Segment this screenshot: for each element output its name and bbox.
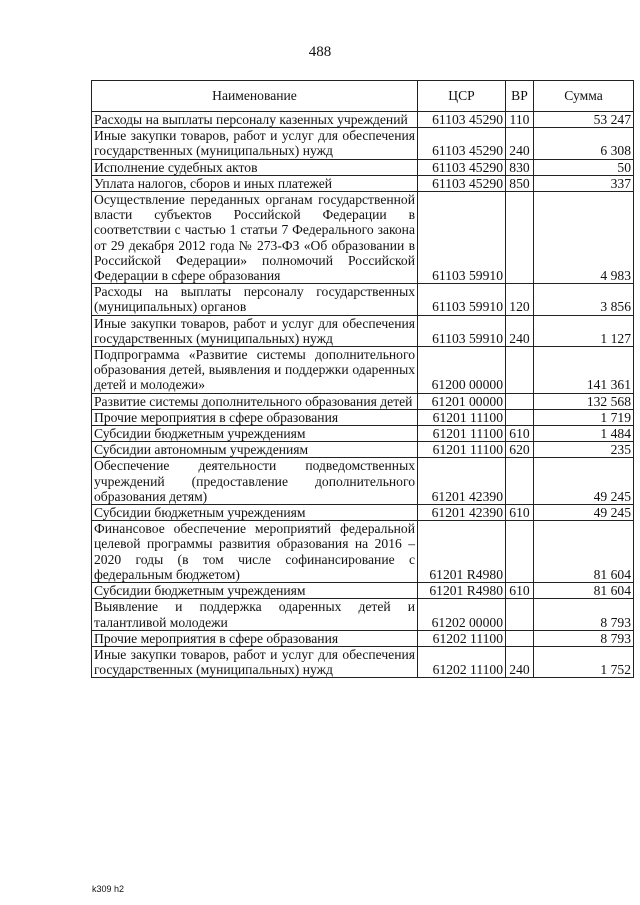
cell-csr: 61200 00000 [418, 347, 506, 394]
cell-name: Расходы на выплаты персоналу государственных (муниципальных) органов [92, 284, 418, 315]
cell-csr: 61201 42390 [418, 505, 506, 521]
table-row [92, 315, 634, 346]
table-row [92, 426, 634, 442]
cell-vr [506, 192, 534, 284]
cell-sum: 81 604 [534, 583, 634, 599]
table-row [92, 112, 634, 128]
cell-csr: 61103 45290 [418, 128, 506, 159]
cell-vr [506, 458, 534, 505]
cell-vr: 240 [506, 646, 534, 677]
table-row [92, 393, 634, 409]
table-row [92, 347, 634, 394]
cell-vr: 610 [506, 426, 534, 442]
cell-sum: 81 604 [534, 521, 634, 583]
cell-vr [506, 521, 534, 583]
cell-csr: 61103 59910 [418, 284, 506, 315]
cell-vr: 830 [506, 159, 534, 175]
cell-vr [506, 347, 534, 394]
cell-csr: 61103 45290 [418, 112, 506, 128]
table-row [92, 583, 634, 599]
table-row [92, 159, 634, 175]
budget-table [91, 80, 634, 678]
cell-name: Прочие мероприятия в сфере образования [92, 630, 418, 646]
cell-name: Финансовое обеспечение мероприятий федеральной целевой программы развития образования на 2016 – 2020 годы (в том числе софинансирование с федеральным бюджетом) [92, 521, 418, 583]
cell-csr: 61103 59910 [418, 192, 506, 284]
cell-sum: 8 793 [534, 599, 634, 630]
cell-vr [506, 393, 534, 409]
footer-code: k309 h2 [92, 884, 125, 894]
table-row [92, 175, 634, 191]
cell-name: Субсидии автономным учреждениям [92, 442, 418, 458]
cell-sum: 235 [534, 442, 634, 458]
cell-sum: 1 484 [534, 426, 634, 442]
cell-csr: 61201 42390 [418, 458, 506, 505]
cell-sum: 1 127 [534, 315, 634, 346]
cell-name: Развитие системы дополнительного образования детей [92, 393, 418, 409]
table-row [92, 409, 634, 425]
cell-sum: 4 983 [534, 192, 634, 284]
cell-name: Иные закупки товаров, работ и услуг для обеспечения государственных (муниципальных) нужд [92, 128, 418, 159]
table-row [92, 192, 634, 284]
table-row [92, 442, 634, 458]
table-row [92, 458, 634, 505]
cell-csr: 61201 R4980 [418, 521, 506, 583]
cell-csr: 61201 11100 [418, 426, 506, 442]
cell-vr: 120 [506, 284, 534, 315]
table-row [92, 599, 634, 630]
cell-name: Уплата налогов, сборов и иных платежей [92, 175, 418, 191]
table-row [92, 630, 634, 646]
cell-sum: 141 361 [534, 347, 634, 394]
cell-vr: 240 [506, 315, 534, 346]
table-body [92, 112, 634, 678]
cell-name: Выявление и поддержка одаренных детей и талантливой молодежи [92, 599, 418, 630]
cell-name: Субсидии бюджетным учреждениям [92, 583, 418, 599]
header-sum: Сумма [534, 81, 634, 112]
cell-name: Расходы на выплаты персоналу казенных учреждений [92, 112, 418, 128]
cell-csr: 61103 59910 [418, 315, 506, 346]
cell-sum: 49 245 [534, 505, 634, 521]
cell-name: Исполнение судебных актов [92, 159, 418, 175]
cell-vr [506, 409, 534, 425]
cell-name: Осуществление переданных органам государственной власти субъектов Российской Федерации в соответствии с частью 1 статьи 7 Федерального закона от 29 декабря 2012 года № 273-ФЗ «Об образовании в Российской Федерации» полномочий Российской Федерации в сфере образования [92, 192, 418, 284]
table-row [92, 646, 634, 677]
table-row [92, 505, 634, 521]
cell-sum: 3 856 [534, 284, 634, 315]
cell-vr: 110 [506, 112, 534, 128]
cell-csr: 61201 R4980 [418, 583, 506, 599]
cell-csr: 61103 45290 [418, 175, 506, 191]
cell-vr: 610 [506, 583, 534, 599]
table-row [92, 284, 634, 315]
cell-name: Субсидии бюджетным учреждениям [92, 505, 418, 521]
cell-csr: 61201 11100 [418, 409, 506, 425]
cell-name: Субсидии бюджетным учреждениям [92, 426, 418, 442]
cell-sum: 53 247 [534, 112, 634, 128]
cell-csr: 61103 45290 [418, 159, 506, 175]
header-csr: ЦСР [418, 81, 506, 112]
cell-vr: 850 [506, 175, 534, 191]
cell-sum: 8 793 [534, 630, 634, 646]
cell-name: Прочие мероприятия в сфере образования [92, 409, 418, 425]
cell-sum: 1 719 [534, 409, 634, 425]
cell-sum: 1 752 [534, 646, 634, 677]
cell-sum: 132 568 [534, 393, 634, 409]
cell-sum: 49 245 [534, 458, 634, 505]
cell-vr: 610 [506, 505, 534, 521]
cell-sum: 337 [534, 175, 634, 191]
header-name: Наименование [92, 81, 418, 112]
cell-sum: 50 [534, 159, 634, 175]
cell-vr [506, 630, 534, 646]
cell-vr: 240 [506, 128, 534, 159]
cell-name: Иные закупки товаров, работ и услуг для обеспечения государственных (муниципальных) нужд [92, 315, 418, 346]
cell-csr: 61202 11100 [418, 646, 506, 677]
cell-vr: 620 [506, 442, 534, 458]
table-header-row [92, 81, 634, 112]
page-number: 488 [308, 44, 332, 60]
cell-name: Обеспечение деятельности подведомственных учреждений (предоставление дополнительного образования детям) [92, 458, 418, 505]
cell-csr: 61201 11100 [418, 442, 506, 458]
table-row [92, 128, 634, 159]
header-vr: ВР [506, 81, 534, 112]
cell-name: Подпрограмма «Развитие системы дополнительного образования детей, выявления и поддержки одаренных детей и молодежи» [92, 347, 418, 394]
cell-csr: 61201 00000 [418, 393, 506, 409]
table-row [92, 521, 634, 583]
cell-vr [506, 599, 534, 630]
cell-csr: 61202 00000 [418, 599, 506, 630]
cell-csr: 61202 11100 [418, 630, 506, 646]
cell-sum: 6 308 [534, 128, 634, 159]
cell-name: Иные закупки товаров, работ и услуг для обеспечения государственных (муниципальных) нужд [92, 646, 418, 677]
